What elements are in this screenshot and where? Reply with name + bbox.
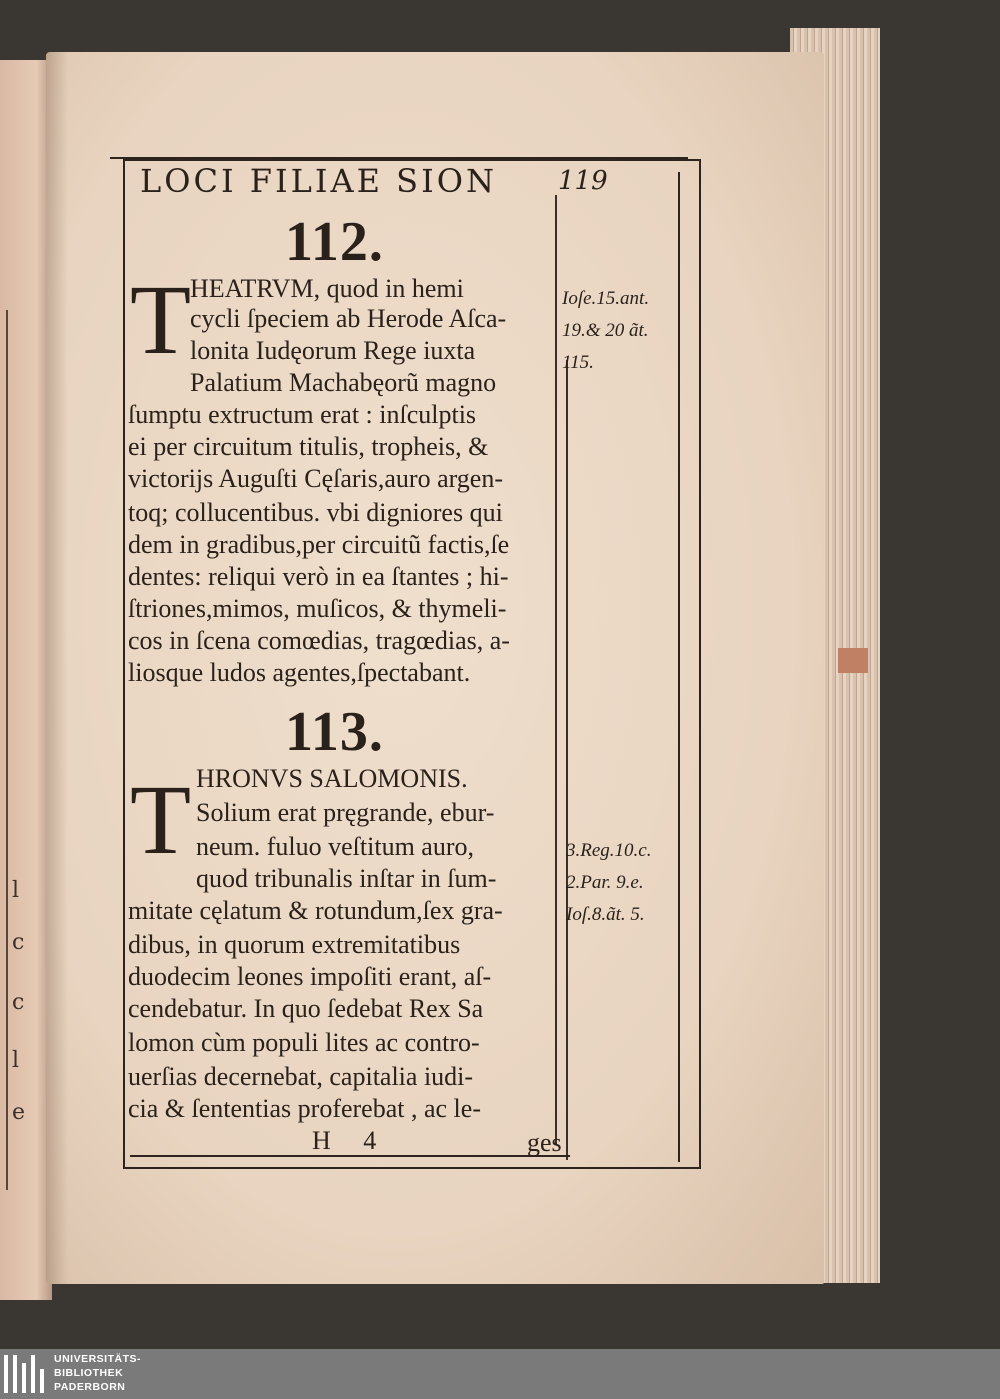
library-footer-bar	[0, 1349, 1000, 1399]
text-line: HEATRVM, quod in hemi	[190, 274, 464, 303]
section-number: 113.	[285, 701, 384, 763]
text-line: ſumptu extructum erat : inſculptis	[128, 400, 477, 429]
margin-note: 115.	[562, 352, 594, 373]
text-line: cendebatur. In quo ſedebat Rex Sa	[128, 994, 484, 1023]
facing-page-fragment: l	[12, 878, 20, 903]
text-line: quod tribunalis inſtar in ſum-	[196, 864, 497, 893]
text-line: uerſias decernebat, capitalia iudi-	[128, 1062, 474, 1091]
library-name-line3: PADERBORN	[54, 1381, 126, 1393]
text-line: cia & ſententias proferebat , ac le-	[128, 1094, 481, 1123]
margin-column-divider	[555, 195, 557, 1145]
margin-note: 2.Par. 9.e.	[566, 872, 644, 893]
text-line: liosque ludos agentes,ſpectabant.	[128, 658, 471, 687]
text-line: ei per circuitum titulis, tropheis, &	[128, 432, 489, 461]
text-line: victorijs Auguſti Cęſaris,auro argen-	[128, 464, 503, 493]
text-line: HRONVS SALOMONIS.	[196, 764, 468, 793]
library-name	[54, 1352, 141, 1394]
text-line: ſtriones,mimos, muſicos, & thymeli-	[128, 594, 507, 623]
text-line: cycli ſpeciem ab Herode Aſca-	[190, 304, 507, 333]
facing-page-edge	[0, 60, 52, 1300]
page-number: 119	[558, 166, 608, 196]
text-line: neum. fuluo veſtitum auro,	[196, 832, 475, 861]
text-line: Palatium Machabęorũ magno	[190, 368, 497, 397]
text-line: toq; collucentibus. vbi digniores qui	[128, 498, 503, 527]
library-logo-icon	[4, 1355, 48, 1393]
facing-page-fragment: e	[12, 1100, 26, 1125]
margin-note: Ioſ.8.ãt. 5.	[566, 904, 645, 925]
gutter-shadow	[46, 52, 68, 1284]
page-marker-tab	[838, 648, 868, 673]
running-title: LOCI FILIAE SION	[140, 162, 497, 200]
text-line: lomon cùm populi lites ac contro-	[128, 1028, 480, 1057]
facing-page-fragment: c	[12, 930, 25, 955]
text-line: cos in ſcena comœdias, tragœdias, a-	[128, 626, 510, 655]
catchword: ges	[527, 1128, 562, 1157]
text-line: Solium erat pręgrande, ebur-	[196, 798, 495, 827]
library-name-line2: BIBLIOTHEK	[54, 1367, 124, 1379]
section-number: 112.	[285, 211, 384, 273]
text-line: duodecim leones impoſiti erant, aſ-	[128, 962, 492, 991]
facing-page-rule	[6, 310, 8, 1190]
frame-inner-right-rule	[678, 172, 680, 1162]
text-line: dentes: reliqui verò in ea ſtantes ; hi-	[128, 562, 509, 591]
facing-page-fragment: l	[12, 1048, 20, 1073]
facing-page-fragment: c	[12, 990, 25, 1015]
margin-note: 19.& 20 ãt.	[562, 320, 649, 341]
library-name-line1: UNIVERSITÄTS-	[54, 1353, 142, 1365]
text-line: dibus, in quorum extremitatibus	[128, 930, 461, 959]
text-line: dem in gradibus,per circuitũ factis,ſe	[128, 530, 510, 559]
text-line: lonita Iudęorum Rege iuxta	[190, 336, 476, 365]
drop-cap: T	[130, 764, 192, 875]
text-line: mitate cęlatum & rotundum,ſex gra-	[128, 896, 503, 925]
margin-column-divider-2	[566, 360, 568, 1160]
signature-mark: H 4	[312, 1126, 377, 1155]
margin-note: 3.Reg.10.c.	[566, 840, 652, 861]
drop-cap: T	[130, 264, 192, 375]
margin-note: Ioſe.15.ant.	[562, 288, 650, 309]
